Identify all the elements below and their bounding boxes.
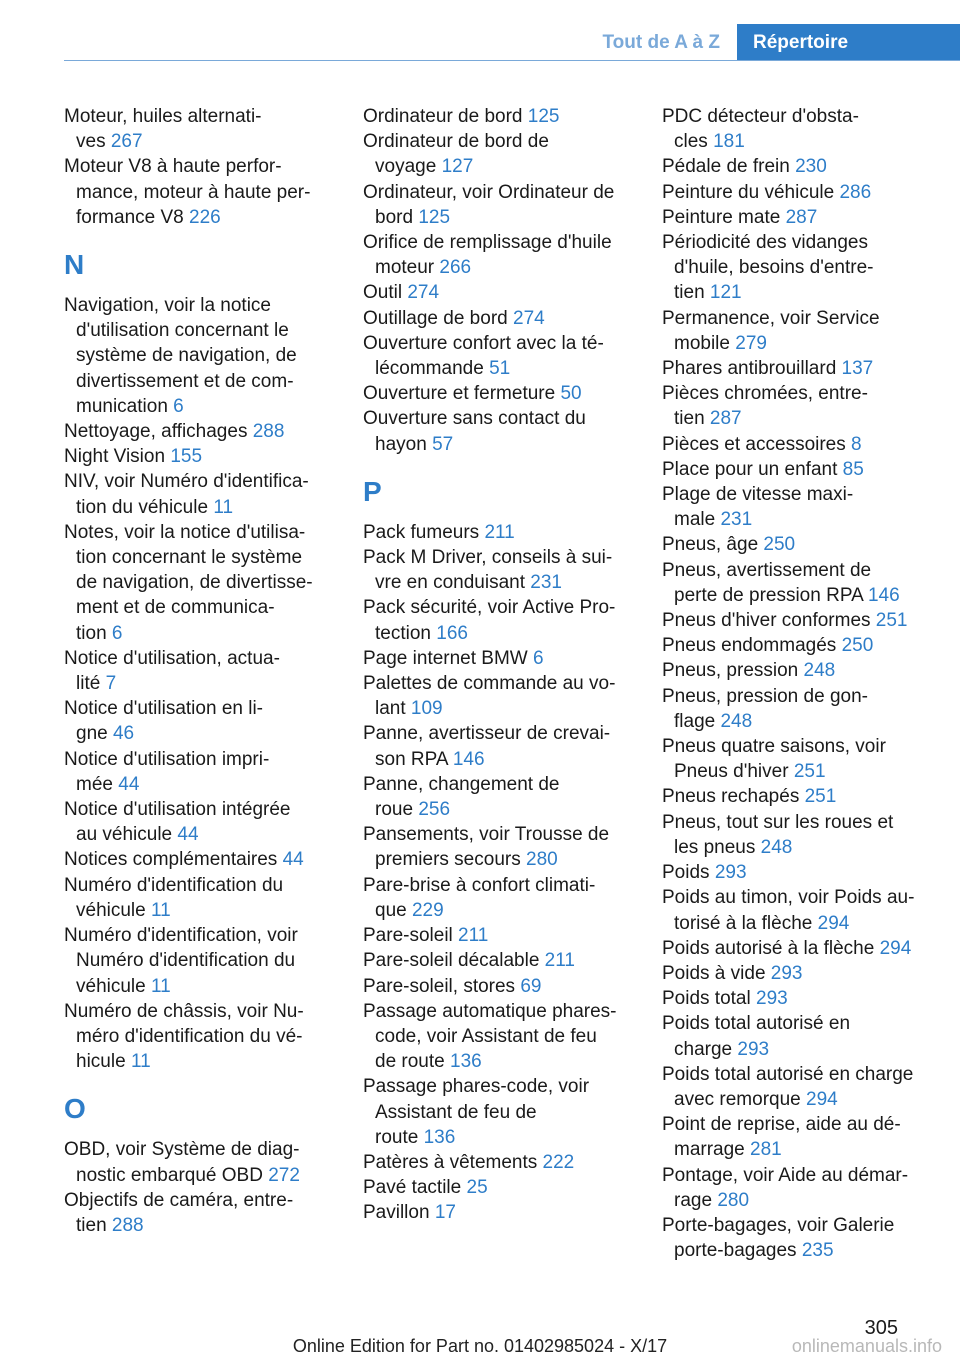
entry-text: cles (674, 131, 708, 153)
index-entry (662, 1112, 932, 1162)
entry-text: Peinture du véhicule (662, 181, 835, 203)
page-link[interactable]: 6 (173, 395, 184, 417)
entry-text: Poids total autorisé en charge (662, 1063, 914, 1085)
index-entry (363, 646, 643, 671)
entry-text: Numéro de châssis, voir Nu- (64, 1000, 304, 1022)
entry-text: Pédale de frein (662, 156, 790, 178)
index-entry (64, 104, 344, 154)
entry-text: au véhicule (76, 824, 173, 846)
index-entry (64, 696, 344, 746)
index-entry (662, 306, 932, 356)
page-link[interactable]: 17 (434, 1202, 456, 1224)
entry-text: tion concernant le système (76, 547, 303, 569)
index-entry (64, 419, 344, 444)
entry-text: charge (674, 1038, 733, 1060)
index-entry (662, 784, 932, 809)
entry-text: Ordinateur, voir Ordinateur de (363, 181, 615, 203)
entry-text: Outillage de bord (363, 307, 508, 329)
index-entry (64, 999, 344, 1075)
entry-text: Panne, avertisseur de crevai- (363, 723, 611, 745)
entry-text: Pneus, tout sur les roues et (662, 811, 894, 833)
page-link[interactable]: 25 (466, 1177, 488, 1199)
page-link[interactable]: 11 (151, 975, 171, 997)
entry-text: lécommande (375, 358, 484, 380)
entry-text: Pack M Driver, conseils à sui- (363, 547, 613, 569)
page-link[interactable]: 51 (489, 358, 511, 380)
page-link[interactable]: 267 (110, 131, 143, 153)
page-link[interactable]: 11 (130, 1051, 151, 1073)
index-entry (662, 885, 932, 935)
index-entry (662, 482, 932, 532)
entry-text: code, voir Assistant de feu (375, 1025, 597, 1047)
page-link[interactable]: 294 (817, 912, 850, 934)
index-entry (363, 306, 643, 331)
index-entry (64, 1188, 344, 1238)
entry-text: d'utilisation concernant le (76, 320, 289, 342)
entry-text: Notice d'utilisation intégrée (64, 799, 291, 821)
page-link[interactable]: 251 (793, 761, 826, 783)
page-link[interactable]: 7 (105, 673, 117, 695)
page-link[interactable]: 251 (804, 786, 837, 808)
index-entry (662, 1213, 932, 1263)
entry-text: rage (674, 1189, 713, 1211)
entry-text: Panne, changement de (363, 773, 560, 795)
entry-text: gne (76, 723, 108, 745)
entry-text: Pneus endommagés (662, 635, 837, 657)
index-entry (662, 532, 932, 557)
page-link[interactable]: 125 (418, 206, 451, 228)
index-entry (363, 1074, 643, 1150)
entry-text: Pavillon (363, 1202, 430, 1224)
index-entry (64, 520, 344, 646)
page-link[interactable]: 287 (709, 408, 742, 430)
entry-text: lant (375, 698, 406, 720)
entry-text: bord (375, 206, 414, 228)
entry-text: Orifice de remplissage d'huile (363, 232, 612, 254)
entry-text: que (375, 899, 407, 921)
index-entry (662, 860, 932, 885)
index-entry (363, 822, 643, 872)
page-link[interactable]: 280 (717, 1189, 750, 1211)
index-entry (64, 747, 344, 797)
page-link[interactable]: 11 (151, 899, 171, 921)
entry-text: mance, moteur à haute per- (76, 181, 311, 203)
entry-text: Pontage, voir Aide au démar- (662, 1164, 909, 1186)
entry-text: les pneus (674, 836, 756, 858)
page-link[interactable]: 274 (407, 282, 440, 304)
page-link[interactable]: 250 (841, 635, 874, 657)
index-entry (363, 520, 643, 545)
entry-text: Pare-soleil (363, 925, 453, 947)
page-link[interactable]: 235 (801, 1240, 834, 1262)
entry-text: ves (76, 131, 106, 153)
page-link[interactable]: 137 (841, 358, 874, 380)
page-link[interactable]: 44 (118, 773, 140, 795)
entry-text: Poids à vide (662, 962, 766, 984)
entry-text: Peinture mate (662, 206, 781, 228)
entry-text: flage (674, 710, 716, 732)
index-entry (64, 154, 344, 230)
entry-text: Moteur, huiles alternati- (64, 106, 262, 127)
entry-text: vre en conduisant (375, 572, 525, 594)
page-link[interactable]: 181 (713, 131, 745, 153)
entry-text: male (674, 509, 716, 531)
entry-text: Pneus, pression (662, 660, 799, 682)
page-link[interactable]: 125 (527, 106, 560, 127)
page-link[interactable]: 146 (452, 748, 485, 770)
page-link[interactable]: 256 (418, 799, 451, 821)
entry-text: Pavé tactile (363, 1177, 462, 1199)
index-entry (64, 444, 344, 469)
entry-text: véhicule (76, 899, 146, 921)
page-link[interactable]: 136 (450, 1051, 482, 1073)
entry-text: Patères à vêtements (363, 1151, 538, 1173)
entry-text: Pneus quatre saisons, voir (662, 736, 886, 758)
index-entry (363, 948, 643, 973)
index-entry (363, 999, 643, 1075)
index-entry (363, 595, 643, 645)
index-entry (363, 406, 643, 456)
index-entry (363, 1150, 643, 1175)
entry-text: premiers secours (375, 849, 521, 871)
page-link[interactable]: 294 (806, 1088, 838, 1110)
page-link[interactable]: 146 (867, 584, 900, 606)
page-link[interactable]: 222 (542, 1151, 575, 1173)
index-entry (662, 381, 932, 431)
page-link[interactable]: 251 (875, 610, 908, 632)
page-link[interactable]: 286 (839, 181, 872, 203)
index-entry (662, 205, 932, 230)
entry-text: OBD, voir Système de diag- (64, 1139, 300, 1161)
index-entry (662, 633, 932, 658)
page-link[interactable]: 109 (410, 698, 443, 720)
entry-text: torisé à la flèche (674, 912, 813, 934)
index-entry (64, 293, 344, 419)
entry-text: Pneus rechapés (662, 786, 800, 808)
entry-text: Pneus, avertissement de (662, 559, 872, 581)
entry-text: Ouverture sans contact du (363, 408, 586, 430)
entry-text: Place pour un enfant (662, 458, 838, 480)
page-link[interactable]: 211 (484, 521, 515, 543)
index-entry (64, 873, 344, 923)
page-link[interactable]: 266 (439, 257, 472, 279)
index-entry (64, 797, 344, 847)
page-link[interactable]: 288 (111, 1214, 144, 1236)
page-link[interactable]: 248 (720, 710, 753, 732)
index-entry (64, 1137, 344, 1187)
entry-text: de route (375, 1051, 445, 1073)
entry-text: tien (674, 408, 705, 430)
entry-text: véhicule (76, 975, 146, 997)
entry-text: Palettes de commande au vo- (363, 673, 616, 695)
entry-text: tion (76, 622, 107, 644)
index-entry (363, 923, 643, 948)
entry-text: divertissement et de com- (76, 370, 294, 392)
entry-text: hicule (76, 1051, 126, 1073)
index-entry (662, 986, 932, 1011)
entry-text: Permanence, voir Service (662, 307, 880, 329)
entry-text: Night Vision (64, 446, 166, 468)
entry-text: Numéro d'identification du (76, 950, 296, 972)
watermark: onlinemanuals.info (791, 1336, 942, 1356)
page-link[interactable]: 46 (112, 723, 135, 745)
index-column-3 (662, 104, 932, 1263)
page-link[interactable]: 6 (111, 622, 123, 644)
index-entry (662, 1011, 932, 1061)
entry-text: formance V8 (76, 206, 184, 228)
section-letter: O (64, 1093, 86, 1125)
page-link[interactable]: 248 (760, 836, 793, 858)
page-link[interactable]: 211 (544, 950, 575, 972)
entry-text: Notices complémentaires (64, 849, 278, 871)
page-link[interactable]: 136 (423, 1126, 456, 1148)
entry-text: son RPA (375, 748, 448, 770)
entry-text: tion du véhicule (76, 496, 209, 518)
index-entry (363, 381, 643, 406)
index-entry (363, 671, 643, 721)
index-entry (662, 684, 932, 734)
entry-text: lité (76, 673, 101, 695)
index-entry (363, 1200, 643, 1225)
index-entry (363, 104, 643, 129)
page-link[interactable]: 287 (785, 206, 818, 228)
entry-text: tien (76, 1214, 107, 1236)
index-entry (64, 923, 344, 999)
entry-text: porte-bagages (674, 1240, 797, 1262)
entry-text: Numéro d'identification du (64, 874, 284, 896)
index-entry (363, 545, 643, 595)
index-entry (363, 230, 643, 280)
entry-text: Pneus d'hiver conformes (662, 610, 871, 632)
entry-text: Ordinateur de bord de (363, 131, 549, 153)
entry-text: voyage (375, 156, 437, 178)
entry-text: roue (375, 799, 414, 821)
index-entry (662, 154, 932, 179)
entry-text: tien (674, 282, 705, 304)
entry-text: Passage phares-code, voir (363, 1076, 590, 1098)
entry-text: Navigation, voir la notice (64, 295, 271, 317)
entry-text: Pare-soleil décalable (363, 950, 540, 972)
page-link[interactable]: 229 (411, 899, 444, 921)
entry-text: Ouverture confort avec la té- (363, 332, 604, 354)
entry-text: Ouverture et fermeture (363, 383, 556, 405)
page-link[interactable]: 231 (720, 509, 753, 531)
index-entry (662, 558, 932, 608)
entry-text: mobile (674, 332, 730, 354)
entry-text: Outil (363, 282, 403, 304)
index-entry (662, 432, 932, 457)
entry-text: Poids au timon, voir Poids au- (662, 887, 915, 909)
entry-text: moteur (375, 257, 435, 279)
entry-text: Poids total autorisé en (662, 1013, 851, 1035)
page-link[interactable]: 44 (282, 849, 304, 871)
index-entry (363, 280, 643, 305)
index-entry (662, 356, 932, 381)
index-entry (662, 936, 932, 961)
index-entry (662, 180, 932, 205)
index-entry (662, 1062, 932, 1112)
entry-text: Assistant de feu de (375, 1101, 537, 1123)
entry-text: Nettoyage, affichages (64, 421, 248, 443)
entry-text: Pièces et accessoires (662, 433, 846, 455)
index-entry (662, 104, 932, 154)
page-link[interactable]: 166 (436, 622, 468, 644)
page-link[interactable]: 280 (526, 849, 558, 871)
page-link[interactable]: 8 (851, 433, 862, 455)
index-entry (662, 961, 932, 986)
page-link[interactable]: 11 (213, 496, 234, 518)
entry-text: Notice d'utilisation, actua- (64, 647, 280, 669)
index-column-1 (64, 104, 344, 1238)
entry-text: Passage automatique phares- (363, 1000, 617, 1022)
entry-text: route (375, 1126, 419, 1148)
page-link[interactable]: 272 (268, 1164, 300, 1186)
header-divider (64, 60, 960, 61)
entry-text: Plage de vitesse maxi- (662, 484, 854, 506)
entry-text: ment et de communica- (76, 597, 275, 619)
page-link[interactable]: 85 (842, 458, 864, 480)
page-header (0, 24, 960, 61)
index-entry (363, 772, 643, 822)
index-entry (662, 608, 932, 633)
index-entry (363, 873, 643, 923)
entry-text: Numéro d'identification, voir (64, 925, 298, 947)
entry-text: Page internet BMW (363, 647, 528, 669)
page-link[interactable]: 293 (737, 1038, 770, 1060)
index-entry (363, 721, 643, 771)
entry-text: Pièces chromées, entre- (662, 383, 868, 405)
index-entry (662, 658, 932, 683)
index-entry (363, 1175, 643, 1200)
page-link[interactable]: 281 (750, 1139, 782, 1161)
entry-text: Notice d'utilisation impri- (64, 748, 270, 770)
entry-text: munication (76, 395, 168, 417)
entry-text: Poids total (662, 988, 751, 1010)
entry-text: avec remorque (674, 1088, 801, 1110)
entry-text: Pneus, âge (662, 534, 759, 556)
page-link[interactable]: 294 (879, 937, 912, 959)
entry-text: Poids autorisé à la flèche (662, 937, 875, 959)
page-link[interactable]: 279 (735, 332, 767, 354)
page-link[interactable]: 288 (252, 421, 285, 443)
page-link[interactable]: 69 (520, 975, 542, 997)
index-entry (662, 1163, 932, 1213)
index-entry (64, 469, 344, 519)
page-link[interactable]: 250 (763, 534, 796, 556)
index-entry (64, 847, 344, 872)
index-column-2 (363, 104, 643, 1226)
entry-text: NIV, voir Numéro d'identifica- (64, 471, 309, 493)
entry-text: Ordinateur de bord (363, 106, 523, 127)
index-entry (662, 230, 932, 306)
tab-tout-de-a-a-z[interactable]: Tout de A à Z (602, 32, 720, 53)
entry-text: Périodicité des vidanges (662, 232, 868, 254)
page-link[interactable]: 230 (795, 156, 827, 178)
page-link[interactable]: 293 (770, 962, 803, 984)
index-entry (363, 331, 643, 381)
entry-text: Porte-bagages, voir Galerie (662, 1214, 895, 1236)
entry-text: Pack fumeurs (363, 521, 480, 543)
entry-text: mée (76, 773, 113, 795)
entry-text: PDC détecteur d'obsta- (662, 106, 859, 127)
entry-text: hayon (375, 433, 427, 455)
page-link[interactable]: 155 (170, 446, 203, 468)
entry-text: Moteur V8 à haute perfor- (64, 156, 282, 178)
entry-text: Pneus d'hiver (674, 761, 789, 783)
page-link[interactable]: 293 (756, 988, 788, 1010)
page-link[interactable]: 127 (441, 156, 474, 178)
index-entry (363, 180, 643, 230)
page-link[interactable]: 226 (189, 206, 221, 228)
entry-text: méro d'identification du vé- (76, 1025, 303, 1047)
entry-text: Pare-soleil, stores (363, 975, 516, 997)
section-letter: N (64, 249, 85, 281)
page-link[interactable]: 57 (432, 433, 454, 455)
index-entry (363, 974, 643, 999)
entry-text: Point de reprise, aide au dé- (662, 1114, 901, 1136)
index-entry (662, 734, 932, 784)
page-link[interactable]: 293 (714, 862, 747, 884)
entry-text: Notes, voir la notice d'utilisa- (64, 521, 306, 543)
tab-repertoire[interactable]: Répertoire (737, 24, 960, 61)
page-link[interactable]: 6 (533, 647, 544, 669)
entry-text: Phares antibrouillard (662, 358, 837, 380)
entry-text: de navigation, de divertisse- (76, 572, 313, 594)
index-entry (363, 129, 643, 179)
page-link[interactable]: 121 (709, 282, 742, 304)
page-link[interactable]: 50 (560, 383, 582, 405)
entry-text: Pare-brise à confort climati- (363, 874, 596, 896)
entry-text: Pansements, voir Trousse de (363, 824, 610, 846)
index-entry (64, 646, 344, 696)
index-entry (662, 810, 932, 860)
entry-text: perte de pression RPA (674, 584, 863, 606)
entry-text: Poids (662, 862, 710, 884)
page-link[interactable]: 274 (513, 307, 545, 329)
index-entry (662, 457, 932, 482)
entry-text: Pneus, pression de gon- (662, 685, 868, 707)
entry-text: système de navigation, de (76, 345, 297, 367)
page-link[interactable]: 211 (458, 925, 489, 947)
page-number: 305 (864, 1317, 898, 1339)
entry-text: Objectifs de caméra, entre- (64, 1189, 294, 1211)
page-link[interactable]: 248 (803, 660, 836, 682)
entry-text: tection (375, 622, 431, 644)
entry-text: nostic embarqué OBD (76, 1164, 263, 1186)
page-link[interactable]: 44 (177, 824, 199, 846)
page-link[interactable]: 231 (530, 572, 562, 594)
entry-text: d'huile, besoins d'entre- (674, 257, 874, 279)
entry-text: Notice d'utilisation en li- (64, 698, 263, 720)
section-letter: P (363, 475, 382, 507)
entry-text: Pack sécurité, voir Active Pro- (363, 597, 616, 619)
footer-edition: Online Edition for Part no. 01402985024 - X/17 (292, 1336, 668, 1356)
entry-text: marrage (674, 1139, 745, 1161)
